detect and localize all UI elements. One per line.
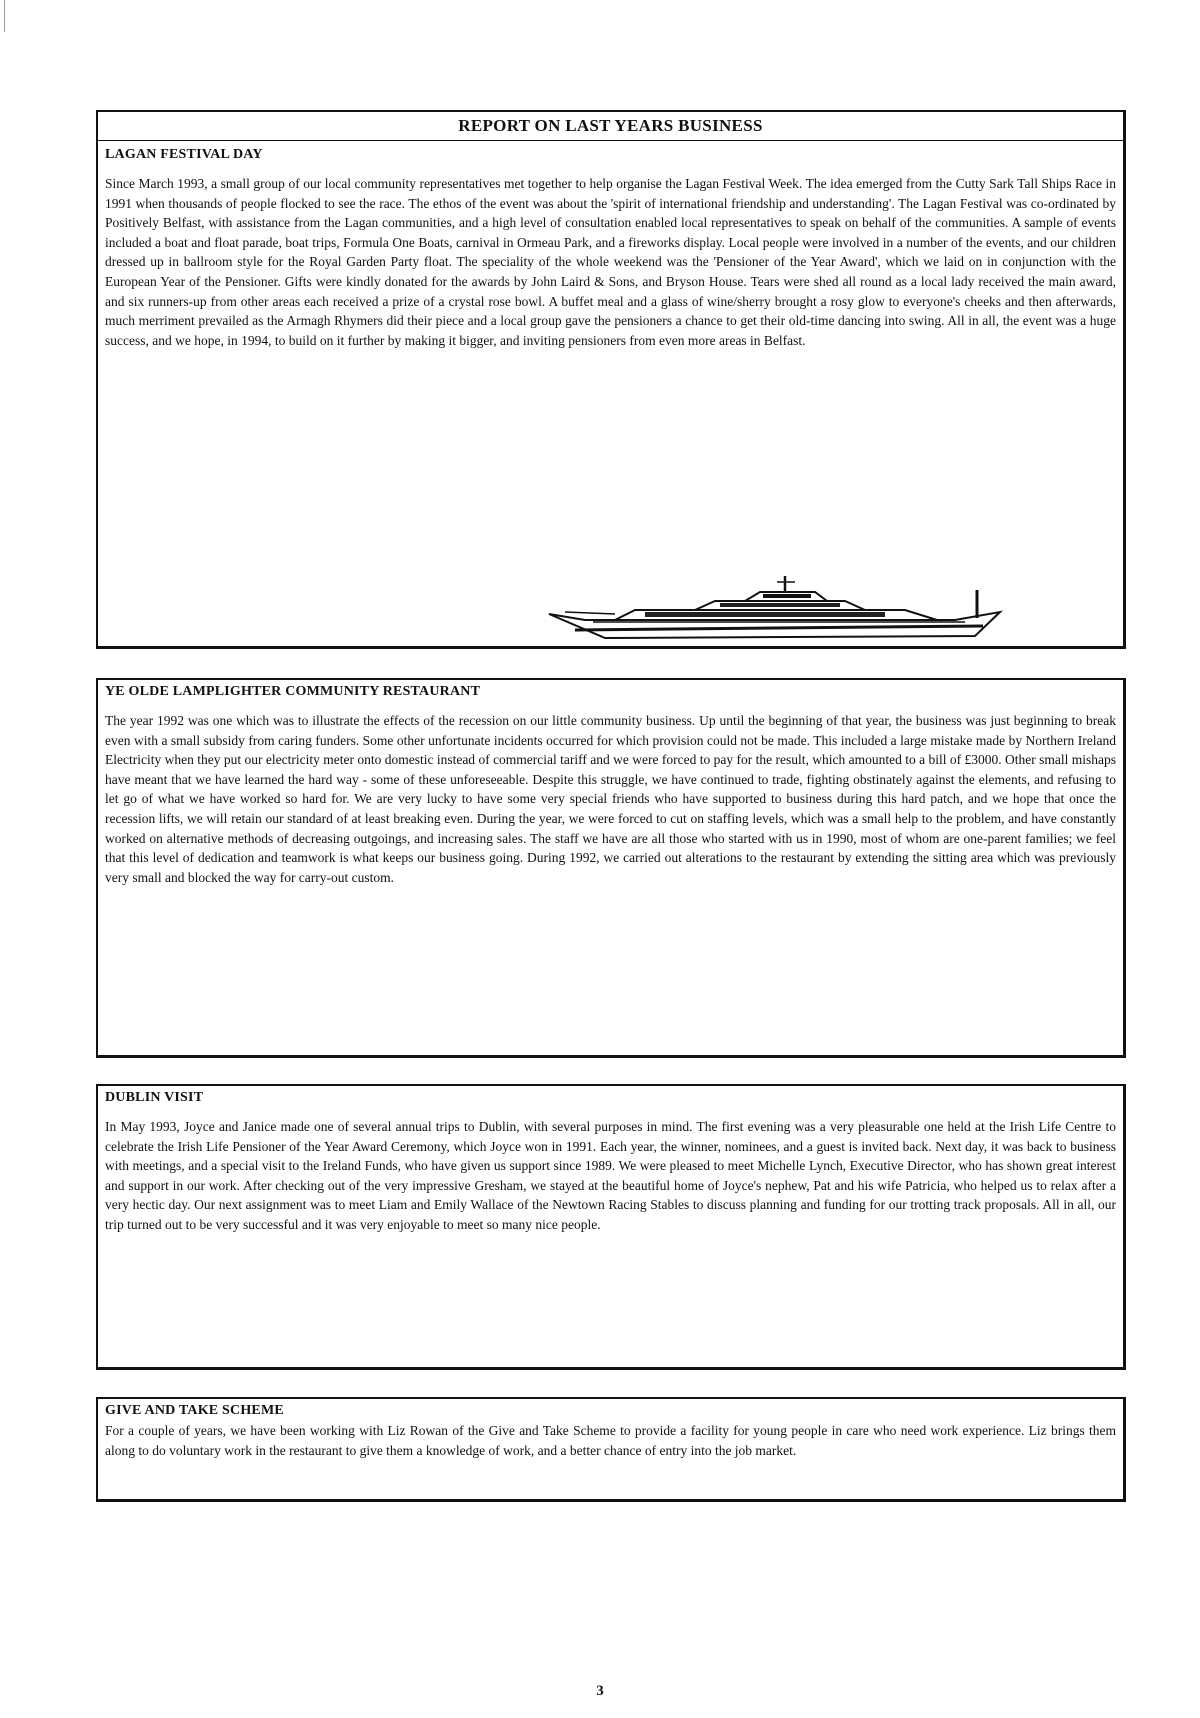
restaurant-section bbox=[96, 678, 1126, 1058]
ship-icon bbox=[545, 574, 1015, 646]
give-take-heading: GIVE AND TAKE SCHEME bbox=[105, 1403, 284, 1418]
give-take-text: For a couple of years, we have been working with Liz Rowan of the Give and Take Scheme to provide a facility for young people in care who need work experience. Liz brings them along to do voluntary work in the restaurant to give them a knowledge of work, and a better chance of entry into the job market. bbox=[105, 1423, 1116, 1458]
give-take-section bbox=[96, 1397, 1126, 1502]
dublin-text: In May 1993, Joyce and Janice made one of several annual trips to Dublin, with several purposes in mind. The first evening was a very pleasurable one held at the Irish Life Centre to celebrate the Irish Life Pensioner of the Year Award Ceremony, which Joyce won in 1991. Each year, the winner, nominees, and a guest is invited back. Next day, it was back to business with meetings, and a special visit to the Ireland Funds, who have given us support since 1989. We were pleased to meet Michelle Lynch, Executive Director, who has shown great interest and support in our work. After checking out of the very impressive Gresham, we stayed at the beautiful home of Joyce's nephew, Pat and his wife Patricia, who helped us to relax after a very hectic day. Our next assignment was to meet Liam and Emily Wallace of the Newtown Racing Stables to discuss planning and funding for our trotting track proposals. All in all, our trip turned out to be very successful and it was very enjoyable to meet so many nice people. bbox=[105, 1119, 1116, 1232]
dublin-section bbox=[96, 1084, 1126, 1370]
report-title: REPORT ON LAST YEARS BUSINESS bbox=[98, 112, 1123, 141]
lagan-festival-text: Since March 1993, a small group of our local community representatives met together to help organise the Lagan Festival Week. The idea emerged from the Cutty Sark Tall Ships Race in 1991 when thousands of people flocked to see the race. The ethos of the event was about the 'spirit of international friendship and understanding'. The Lagan Festival was co-ordinated by Positively Belfast, with assistance from the Lagan communities, and a high level of consultation enabled local representatives to speak on behalf of the communities. A sample of events included a boat and float parade, boat trips, Formula One Boats, carnival in Ormeau Park, and a fireworks display. Local people were involved in a number of the events, and our children dressed up in ballroom style for the Royal Garden Party float. The speciality of the whole weekend was the 'Pensioner of the Year Award', which we laid on in conjunction with the European Year of the Pensioner. Gifts were kindly donated for the awards by John Laird & Sons, and Bryson House. Tears were shed all round as a local lady received the main award, and six runners-up from other areas each received a prize of a crystal rose bowl. A buffet meal and a glass of wine/sherry brought a rosy glow to everyone's cheeks and then afterwards, much merriment prevailed as the Armagh Rhymers did their piece and a local group gave the pensioners a chance to get their old-time dancing into swing. All in all, the event was a huge success, and we hope, in 1994, to build on it further by making it bigger, and inviting pensioners from even more areas in Belfast. bbox=[105, 176, 1116, 348]
dublin-heading: DUBLIN VISIT bbox=[105, 1090, 204, 1105]
restaurant-heading: YE OLDE LAMPLIGHTER COMMUNITY RESTAURANT bbox=[105, 684, 481, 699]
report-section bbox=[96, 110, 1126, 649]
ship-upper-windows bbox=[720, 603, 840, 607]
ship-bow-rail bbox=[565, 612, 615, 614]
margin-mark bbox=[4, 0, 5, 32]
restaurant-text: The year 1992 was one which was to illustrate the effects of the recession on our little community business. Up until the beginning of that year, the business was just beginning to break even with a small subsidy from caring funders. Some other unfortunate incidents occurred for which provision could not be made. This included a large mistake made by Northern Ireland Electricity when they put our electricity meter onto domestic instead of commercial tariff and we were forced to pay for the result, which amounted to a bill of £3000. Other small mishaps have meant that we have learned the hard way - some of these unforeseeable. Despite this struggle, we have continued to trade, fighting obstinately against the elements, and refusing to let go of what we have worked so hard for. We are very lucky to have some very special friends who have supported to business during this hard patch, and we hope that once the recession lifts, we will retain our standard of at least breaking even. During the year, we were forced to cut on staffing levels, which was a small help to the problem, and have constantly worked on alternative methods of decreasing outgoings, and increasing sales. The staff we have are all those who started with us in 1990, most of whom are one-parent families; we feel that this level of dedication and teamwork is what keeps our business going. During 1992, we carried out alterations to the restaurant by extending the sitting area which was previously very small and blocked the way for carry-out custom. bbox=[105, 713, 1116, 885]
lagan-festival-heading: LAGAN FESTIVAL DAY bbox=[105, 147, 263, 162]
ship-deck-windows bbox=[645, 612, 885, 617]
ship-bridge-windows bbox=[763, 594, 811, 598]
page-number: 3 bbox=[596, 1683, 604, 1699]
